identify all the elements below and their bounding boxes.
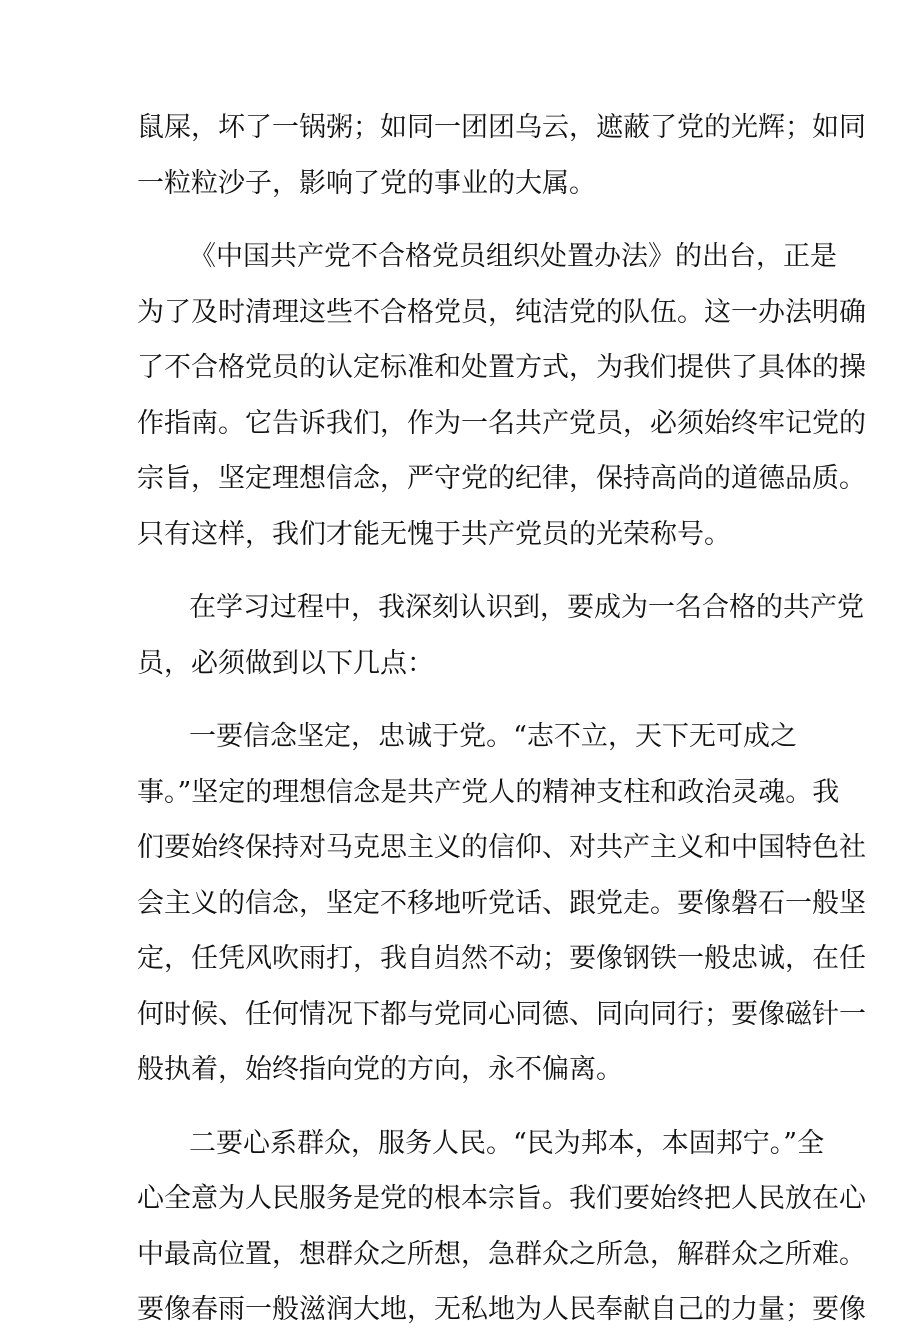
paragraph-5 [137,1116,866,1338]
text-line: 《中国共产党不合格党员组织处置办法》的出台，正是 [189,241,837,272]
text-line: 作指南。它告诉我们，作为一名共产党员，必须始终牢记党的 [137,407,866,439]
text-line: 会主义的信念，坚定不移地听党话、跟党走。要像磐石一般坚 [137,887,866,919]
text-line: 们要始终保持对马克思主义的信仰、对共产主义和中国特色社 [137,832,866,863]
paragraph-1 [137,100,866,211]
text-line: 在学习过程中，我深刻认识到，要成为一名合格的共产党 [189,592,864,623]
paragraph-2 [137,229,866,562]
text-line: 中最高位置，想群众之所想，急群众之所急，解群众之所难。 [137,1238,866,1270]
text-line: 宗旨，坚定理想信念，严守党的纪律，保持高尚的道德品质。 [137,463,866,494]
document-body [137,100,866,1338]
text-line: 般执着，始终指向党的方向，永不偏离。 [137,1054,623,1085]
text-line: 员，必须做到以下几点： [137,647,434,679]
text-line: 心全意为人民服务是党的根本宗旨。我们要始终把人民放在心 [137,1183,866,1214]
paragraph-3 [137,580,864,691]
text-line: 只有这样，我们才能无愧于共产党员的光荣称号。 [137,518,731,550]
text-line: 何时候、任何情况下都与党同心同德、同向同行；要像磁针一 [137,998,866,1030]
paragraph-4 [137,709,866,1098]
text-line: 一要信念坚定，忠诚于党。“志不立，天下无可成之 [189,721,797,752]
text-line: 事。”坚定的理想信念是共产党人的精神支柱和政治灵魂。我 [137,776,840,808]
text-line: 定，任凭风吹雨打，我自岿然不动；要像钢铁一般忠诚，在任 [137,943,866,974]
text-line: 一粒粒沙子，影响了党的事业的大属。 [137,167,596,199]
text-line: 要像春雨一般滋润大地，无私地为人民奉献自己的力量；要像 [137,1294,866,1325]
text-line: 鼠屎，坏了一锅粥；如同一团团乌云，遮蔽了党的光辉；如同 [137,112,866,143]
text-line: 二要心系群众，服务人民。“民为邦本，本固邦宁。”全 [189,1127,825,1159]
text-line: 了不合格党员的认定标准和处置方式，为我们提供了具体的操 [137,352,866,383]
text-line: 为了及时清理这些不合格党员，纯洁党的队伍。这一办法明确 [137,296,866,328]
